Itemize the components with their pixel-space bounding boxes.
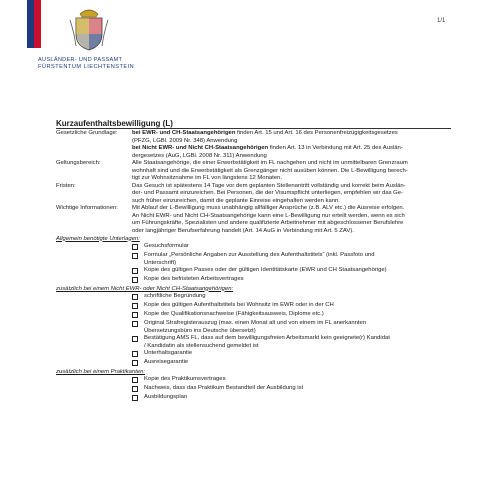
checklist-item-text xyxy=(144,335,456,350)
checklist-item-text xyxy=(144,243,456,251)
checklist-item xyxy=(132,350,456,359)
checklist-item xyxy=(132,320,456,335)
legal-nonewr-text: finden Art. 13 in Verbindung mit Art. 25 des Auslän- xyxy=(268,145,403,151)
legal-basis-label: Gesetzliche Grundlage: xyxy=(56,130,118,136)
legal-ewr-text: finden Art. 15 und Art. 16 des Personenfreizügigkeitsgesetzes xyxy=(235,130,398,136)
org-name-line2: FÜRSTENTUM LIECHTENSTEIN xyxy=(38,64,135,70)
legal-ewr-text-2: (PFZG, LGBl. 2009 Nr. 348) Anwendung xyxy=(132,137,238,144)
checklist-item xyxy=(132,359,456,368)
checklist-item-line: Kopie der Qualifikationsnachweise (Fähigkeitsausweis, Diplome etc.) xyxy=(144,311,324,317)
checklist-item-line: Kopie des befristeten Arbeitsvertrages xyxy=(144,276,244,282)
title-divider xyxy=(56,128,451,129)
checklist-item-line: Nachweis, dass das Praktikum Bestandteil der Ausbildung ist xyxy=(144,385,304,391)
checklist-item xyxy=(132,243,456,252)
checklist-item-line: Ausbildungsplan xyxy=(144,394,188,400)
checkbox[interactable] xyxy=(132,268,138,274)
section-heading-intern: zusätzlich bei einem Praktikanten: xyxy=(56,368,146,375)
deadlines-text-1: Das Gesuch ist spätestens 14 Tage vor dem geplanten Stellenantritt vollständig und korrekt beim Auslän- xyxy=(132,182,406,189)
info-text-4: oder langjähriger Berufserfahrung handelt (Art. 14 AuG in Verbindung mit Art. 5 ZAV). xyxy=(132,227,354,234)
checkbox[interactable] xyxy=(132,321,138,327)
checklist-item xyxy=(132,311,456,320)
checklist-item-line: Formular „Persönliche Angaben zur Ausstellung des Aufenthaltstitels“ (inkl. Passfoto und xyxy=(144,252,375,258)
scope-text-2: wohnhaft sind und die Erwerbstätigkeit als Grenzgänger nicht ausüben können. Die L-Bewilligung berech- xyxy=(132,167,408,174)
checklist-item-text xyxy=(144,311,456,319)
checklist-item xyxy=(132,385,456,394)
checklist-item-text xyxy=(144,320,456,335)
document-body xyxy=(56,130,456,403)
checklist-item-text xyxy=(144,376,456,384)
checklist-item-text xyxy=(144,394,456,402)
checklist-item-line: schriftliche Begründung xyxy=(144,293,206,299)
checklist-item xyxy=(132,276,456,285)
info-text-3: um Führungskräfte, Spezialisten und andere qualifizierte Arbeitnehmer mit abgeschlossener Berufslehre xyxy=(132,220,404,226)
checklist-item-text xyxy=(144,293,456,301)
checkbox[interactable] xyxy=(132,244,138,250)
checkbox[interactable] xyxy=(132,377,138,383)
checklist-item xyxy=(132,252,456,267)
checkbox[interactable] xyxy=(132,294,138,300)
scope-row xyxy=(56,160,456,183)
checkbox[interactable] xyxy=(132,360,138,366)
checkbox[interactable] xyxy=(132,386,138,392)
legal-ewr-bold: bei EWR- und CH-Staatsangehörigen xyxy=(132,130,236,136)
checklist-item xyxy=(132,376,456,385)
org-name-line1: AUSLÄNDER- UND PASSAMT xyxy=(38,57,123,63)
checkbox[interactable] xyxy=(132,253,138,259)
checkbox[interactable] xyxy=(132,336,138,342)
page-number: 1/1 xyxy=(437,18,446,24)
legal-nonewr-text-2: dergesetzes (AuG, LGBl. 2008 Nr. 311) Anwendung xyxy=(132,152,267,159)
legal-basis-row xyxy=(56,130,456,160)
checklist-item-text xyxy=(144,359,456,367)
deadlines-text-3: such früher einzureichen, damit die geplante Einreise eingehalten werden kann. xyxy=(132,197,340,204)
checklist-item-text xyxy=(144,276,456,284)
deadlines-text-2: der- und Passamt einzureichen. Bei Personen, die der Visumspflicht unterliegen, empfehlen wir das Ge- xyxy=(132,190,404,196)
flag-stripe-red xyxy=(34,0,41,48)
checklist-item-line: Unterhaltsgarantie xyxy=(144,350,193,356)
scope-label: Geltungsbereich: xyxy=(56,160,101,166)
checklist-item xyxy=(132,293,456,302)
checklist-item xyxy=(132,302,456,311)
checklist-item xyxy=(132,335,456,350)
legal-nonewr-bold: bei Nicht EWR- und Nicht CH-Staatsangehörigen xyxy=(132,145,269,151)
checklist-item-text xyxy=(144,302,456,310)
checklist-item-line: Kopie des gültigen Aufenthaltstitels bei Wohnsitz im EWR oder in der CH xyxy=(144,302,334,308)
checklist-item-line: Ausreisegarantie xyxy=(144,359,189,365)
checklist-item-line: Bestätigung AMS FL, dass auf dem bewilligungsfreien Arbeitsmarkt kein geeignete(r) Kandidat xyxy=(144,335,390,341)
checklist-item-line: Kopie des Praktikumsvertrages xyxy=(144,376,226,382)
checklist-item-line: Übersetzungsbüro ins Deutsche übersetzt) xyxy=(144,327,256,334)
checklist-item-line: / Kandidatin als stellensuchend gemeldet ist xyxy=(144,342,259,349)
checklist-item-line: Unterschrift) xyxy=(144,259,177,266)
checklist-item-text xyxy=(144,350,456,358)
coat-of-arms-logo xyxy=(68,6,110,52)
checkbox[interactable] xyxy=(132,277,138,283)
info-label: Wichtige Informationen: xyxy=(56,205,118,211)
checkbox[interactable] xyxy=(132,395,138,401)
checklist-item-text xyxy=(144,267,456,275)
scope-text-1: Alle Staatsangehörige, die einer Erwerbstätigkeit im FL nachgehen und nicht im unmittelbaren Grenzraum xyxy=(132,160,408,166)
section-heading-general: Allgemein benötigte Unterlagen: xyxy=(56,235,140,242)
info-row xyxy=(56,205,456,235)
checklist-item-text xyxy=(144,385,456,393)
deadlines-label: Fristen: xyxy=(56,182,76,189)
section-heading-non-ewr: zusätzlich bei einem Nicht EWR- oder Nicht CH-Staatsangehörigen: xyxy=(56,285,234,292)
info-text-2: An Nicht EWR- und Nicht CH-Staatsangehörige kann eine L-Bewilligung nur erteilt werden, wenn es sich xyxy=(132,212,405,219)
info-text-1: Mit Ablauf der L-Bewilligung muss unabhängig allfälliger Ansprüche (z.B. ALV etc.) die Ausreise erfolgen. xyxy=(132,205,405,211)
scope-text-3: tigt zur Wohnsitznahme im FL von längstens 12 Monaten. xyxy=(132,175,282,181)
deadlines-row xyxy=(56,183,456,206)
checklist-item-line: Original Strafregisterauszug (max. einen Monat alt und von einem im FL anerkannten xyxy=(144,320,367,326)
checkbox[interactable] xyxy=(132,312,138,318)
checklist-item xyxy=(132,394,456,403)
checklist-item-line: Gesuchsformular xyxy=(144,243,189,249)
checklist-item-line: Kopie des gültigen Passes oder der gültigen Identitätskarte (EWR und CH Staatsangehörige) xyxy=(144,267,387,273)
checklist-item xyxy=(132,267,456,276)
checkbox[interactable] xyxy=(132,351,138,357)
checklist-item-text xyxy=(144,252,456,267)
page-title: Kurzaufenthaltsbewilligung (L) xyxy=(56,119,173,128)
flag-stripe-blue xyxy=(27,0,34,48)
checkbox[interactable] xyxy=(132,303,138,309)
